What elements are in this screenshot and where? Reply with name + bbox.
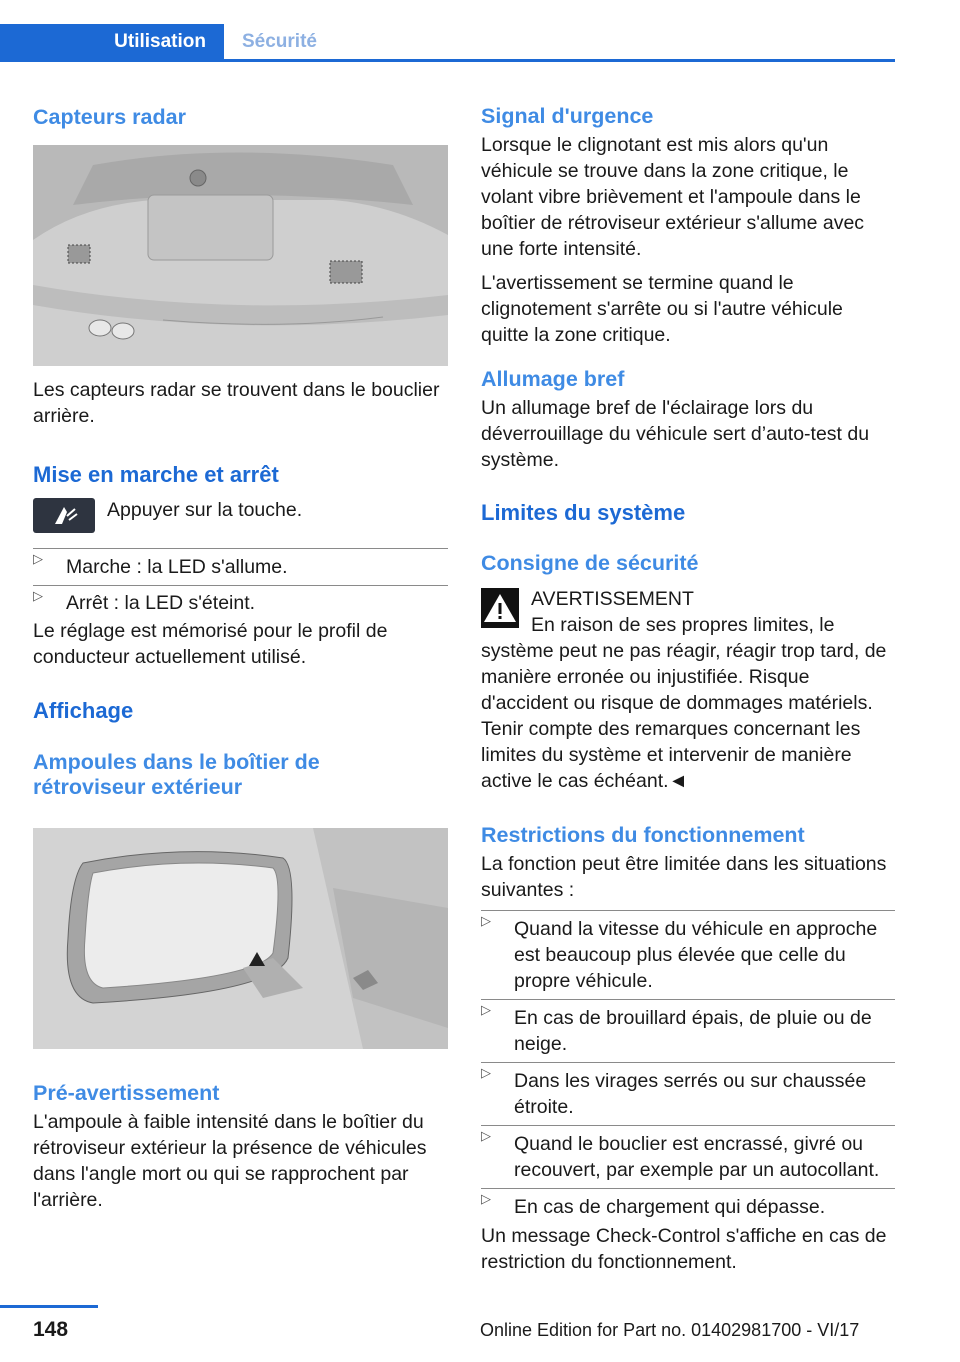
list-item: ▷ En cas de brouillard épais, de pluie ou de neige. bbox=[481, 999, 895, 1062]
press-button-text: Appuyer sur la touche. bbox=[107, 499, 303, 521]
warning-label: AVERTISSEMENT bbox=[531, 588, 694, 610]
edition-footer: Online Edition for Part no. 01402981700 - VI/17 bbox=[480, 1320, 860, 1340]
warning-text: En raison de ses propres limites, le système peut ne pas réagir, réagir trop tard, de manière erronée ou injustifiée. Risque d'accident ou risque de dommages matériels. Tenir compte des remarques concernant les limites du système et intervenir de manière active le cas échéant.◄ bbox=[481, 614, 887, 792]
pre-warning-heading: Pré-avertissement bbox=[33, 1081, 220, 1105]
brief-light-heading: Allumage bref bbox=[481, 367, 625, 391]
emergency-signal-heading: Signal d'urgence bbox=[481, 104, 654, 128]
setting-memorized-text: Le réglage est mémorisé pour le profil de conducteur actuellement utilisé. bbox=[33, 620, 388, 668]
on-off-list bbox=[33, 548, 448, 616]
list-item: ▷ Quand la vitesse du véhicule en approche est beaucoup plus élevée que celle du propre véhicule. bbox=[481, 913, 878, 992]
button-row bbox=[33, 498, 448, 538]
system-limits-heading: Limites du système bbox=[481, 500, 686, 525]
list-item: ▷ Quand le bouclier est encrassé, givré ou recouvert, par exemple par un autocollant. bbox=[481, 1125, 895, 1188]
rear-bumper-image bbox=[33, 145, 448, 366]
chapter-tabbar bbox=[0, 24, 895, 62]
warning-triangle-icon bbox=[481, 588, 519, 628]
tab-utilisation[interactable]: Utilisation bbox=[0, 24, 224, 59]
triangle-bullet-icon: ▷ bbox=[33, 588, 43, 603]
restrictions-intro: La fonction peut être limitée dans les situations suivantes : bbox=[481, 853, 887, 901]
side-mirror-image bbox=[33, 828, 448, 1049]
restrictions-heading: Restrictions du fonctionnement bbox=[481, 823, 805, 847]
restrictions-outro: Un message Check-Control s'affiche en cas de restriction du fonctionnement. bbox=[481, 1225, 887, 1273]
radar-sensors-text: Les capteurs radar se trouvent dans le bouclier arrière. bbox=[33, 379, 440, 427]
mirror-bulbs-heading: Ampoules dans le boîtier de rétroviseur extérieur bbox=[33, 750, 320, 799]
list-item: ▷ Dans les virages serrés ou sur chaussée étroite. bbox=[481, 1062, 895, 1125]
brief-light-text: Un allumage bref de l'éclairage lors du déverrouillage du véhicule sert d’auto-test du système. bbox=[481, 397, 870, 471]
footer-accent-line bbox=[0, 1305, 98, 1308]
triangle-bullet-icon: ▷ bbox=[481, 1128, 491, 1143]
list-item: ▷ Arrêt : la LED s'éteint. bbox=[33, 585, 448, 616]
radar-sensors-heading: Capteurs radar bbox=[33, 105, 186, 129]
triangle-bullet-icon: ▷ bbox=[481, 1191, 491, 1206]
emergency-signal-text: Lorsque le clignotant est mis alors qu'un véhicule se trouve dans la zone critique, le volant vibre brièvement et l'ampoule dans le boîtier de rétroviseur extérieur s'allume avec une forte intensité. bbox=[481, 134, 865, 260]
triangle-bullet-icon: ▷ bbox=[33, 551, 43, 566]
display-heading: Affichage bbox=[33, 698, 134, 723]
warning-end-text: L'avertissement se termine quand le clignotement s'arrête ou si l'autre véhicule quitte la zone critique. bbox=[481, 272, 843, 346]
safety-notice-heading: Consigne de sécurité bbox=[481, 551, 699, 575]
pre-warning-text: L'ampoule à faible intensité dans le boîtier du rétroviseur extérieur la présence de véhicules dans l'angle mort ou qui se rapprochent par l'arrière. bbox=[33, 1111, 427, 1211]
blind-spot-button-icon bbox=[33, 498, 95, 533]
list-item: ▷ Marche : la LED s'allume. bbox=[33, 551, 288, 578]
triangle-bullet-icon: ▷ bbox=[481, 1002, 491, 1017]
triangle-bullet-icon: ▷ bbox=[481, 913, 491, 928]
triangle-bullet-icon: ▷ bbox=[481, 1065, 491, 1080]
list-item: ▷ En cas de chargement qui dépasse. bbox=[481, 1188, 895, 1220]
page-number: 148 bbox=[33, 1318, 69, 1341]
restrictions-list bbox=[481, 910, 895, 1220]
warning-box bbox=[481, 586, 895, 794]
left-column bbox=[33, 100, 448, 1213]
on-off-heading: Mise en marche et arrêt bbox=[33, 462, 279, 487]
tab-securite[interactable]: Sécurité bbox=[242, 31, 317, 52]
right-column bbox=[481, 100, 895, 1275]
